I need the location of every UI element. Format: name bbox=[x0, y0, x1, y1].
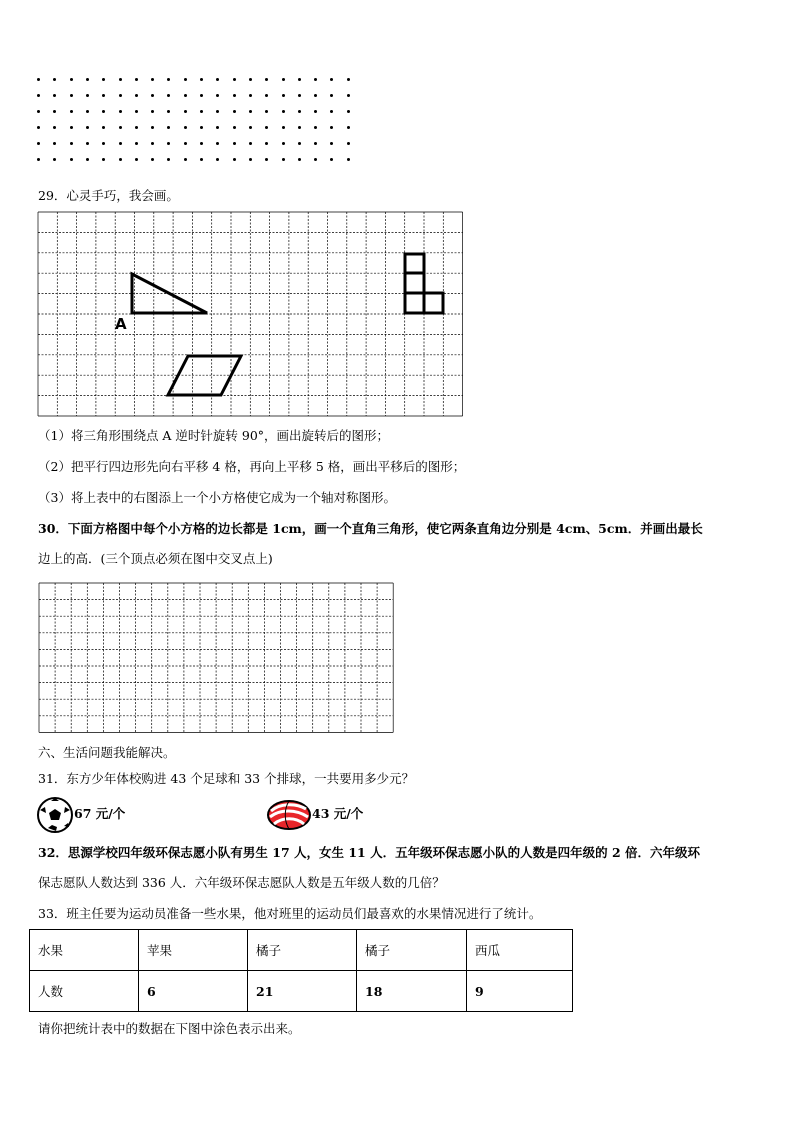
point-a-label: A bbox=[115, 315, 127, 333]
table-cell: 9 bbox=[467, 971, 573, 1012]
table-cell: 6 bbox=[139, 971, 248, 1012]
q29-grid bbox=[38, 212, 463, 416]
table-row bbox=[30, 971, 573, 1012]
table-header-row bbox=[30, 930, 573, 971]
table-cell: 18 bbox=[357, 971, 467, 1012]
square-figure bbox=[405, 254, 443, 313]
table-cell: 21 bbox=[248, 971, 357, 1012]
q29-instruction-1: （1）将三角形围绕点 A 逆时针旋转 90°，画出旋转后的图形； bbox=[38, 428, 390, 443]
q30-text-line1: 30．下面方格图中每个小方格的边长都是 1cm，画一个直角三角形，使它两条直角边分别是 4cm、5cm．并画出最长 bbox=[38, 521, 703, 536]
volleyball-icon bbox=[266, 799, 312, 831]
table-cell: 人数 bbox=[30, 971, 139, 1012]
section-6-title: 六、生活问题我能解决。 bbox=[38, 745, 176, 760]
table-cell: 橘子 bbox=[357, 930, 467, 971]
q31-text: 31．东方少年体校购进 43 个足球和 33 个排球，一共要用多少元？ bbox=[38, 771, 415, 786]
fruit-stats-table bbox=[29, 929, 573, 1012]
table-cell: 橘子 bbox=[248, 930, 357, 971]
q30-text-line2: 边上的高．(三个顶点必须在图中交叉点上) bbox=[38, 551, 273, 566]
table-cell: 苹果 bbox=[139, 930, 248, 971]
football-icon bbox=[36, 796, 74, 834]
q33-text: 33．班主任要为运动员准备一些水果，他对班里的运动员们最喜欢的水果情况进行了统计。 bbox=[38, 906, 542, 921]
q32-text-line2: 保志愿队人数达到 336 人．六年级环保志愿队人数是五年级人数的几倍？ bbox=[38, 875, 445, 890]
q33-footer: 请你把统计表中的数据在下图中涂色表示出来。 bbox=[38, 1021, 301, 1036]
table-cell: 水果 bbox=[30, 930, 139, 971]
q32-text-line1: 32．思源学校四年级环保志愿小队有男生 17 人，女生 11 人．五年级环保志愿小队的人数是四年级的 2 倍．六年级环 bbox=[38, 845, 700, 860]
football-price: 67 元/个 bbox=[74, 806, 126, 821]
table-cell: 西瓜 bbox=[467, 930, 573, 971]
q29-title: 29．心灵手巧，我会画。 bbox=[38, 188, 179, 203]
q29-instruction-3: （3）将上表中的右图添上一个小方格使它成为一个轴对称图形。 bbox=[38, 490, 396, 505]
q29-instruction-2: （2）把平行四边形先向右平移 4 格，再向上平移 5 格，画出平移后的图形； bbox=[38, 459, 466, 474]
volleyball-price: 43 元/个 bbox=[312, 806, 364, 821]
q30-grid bbox=[39, 583, 393, 732]
